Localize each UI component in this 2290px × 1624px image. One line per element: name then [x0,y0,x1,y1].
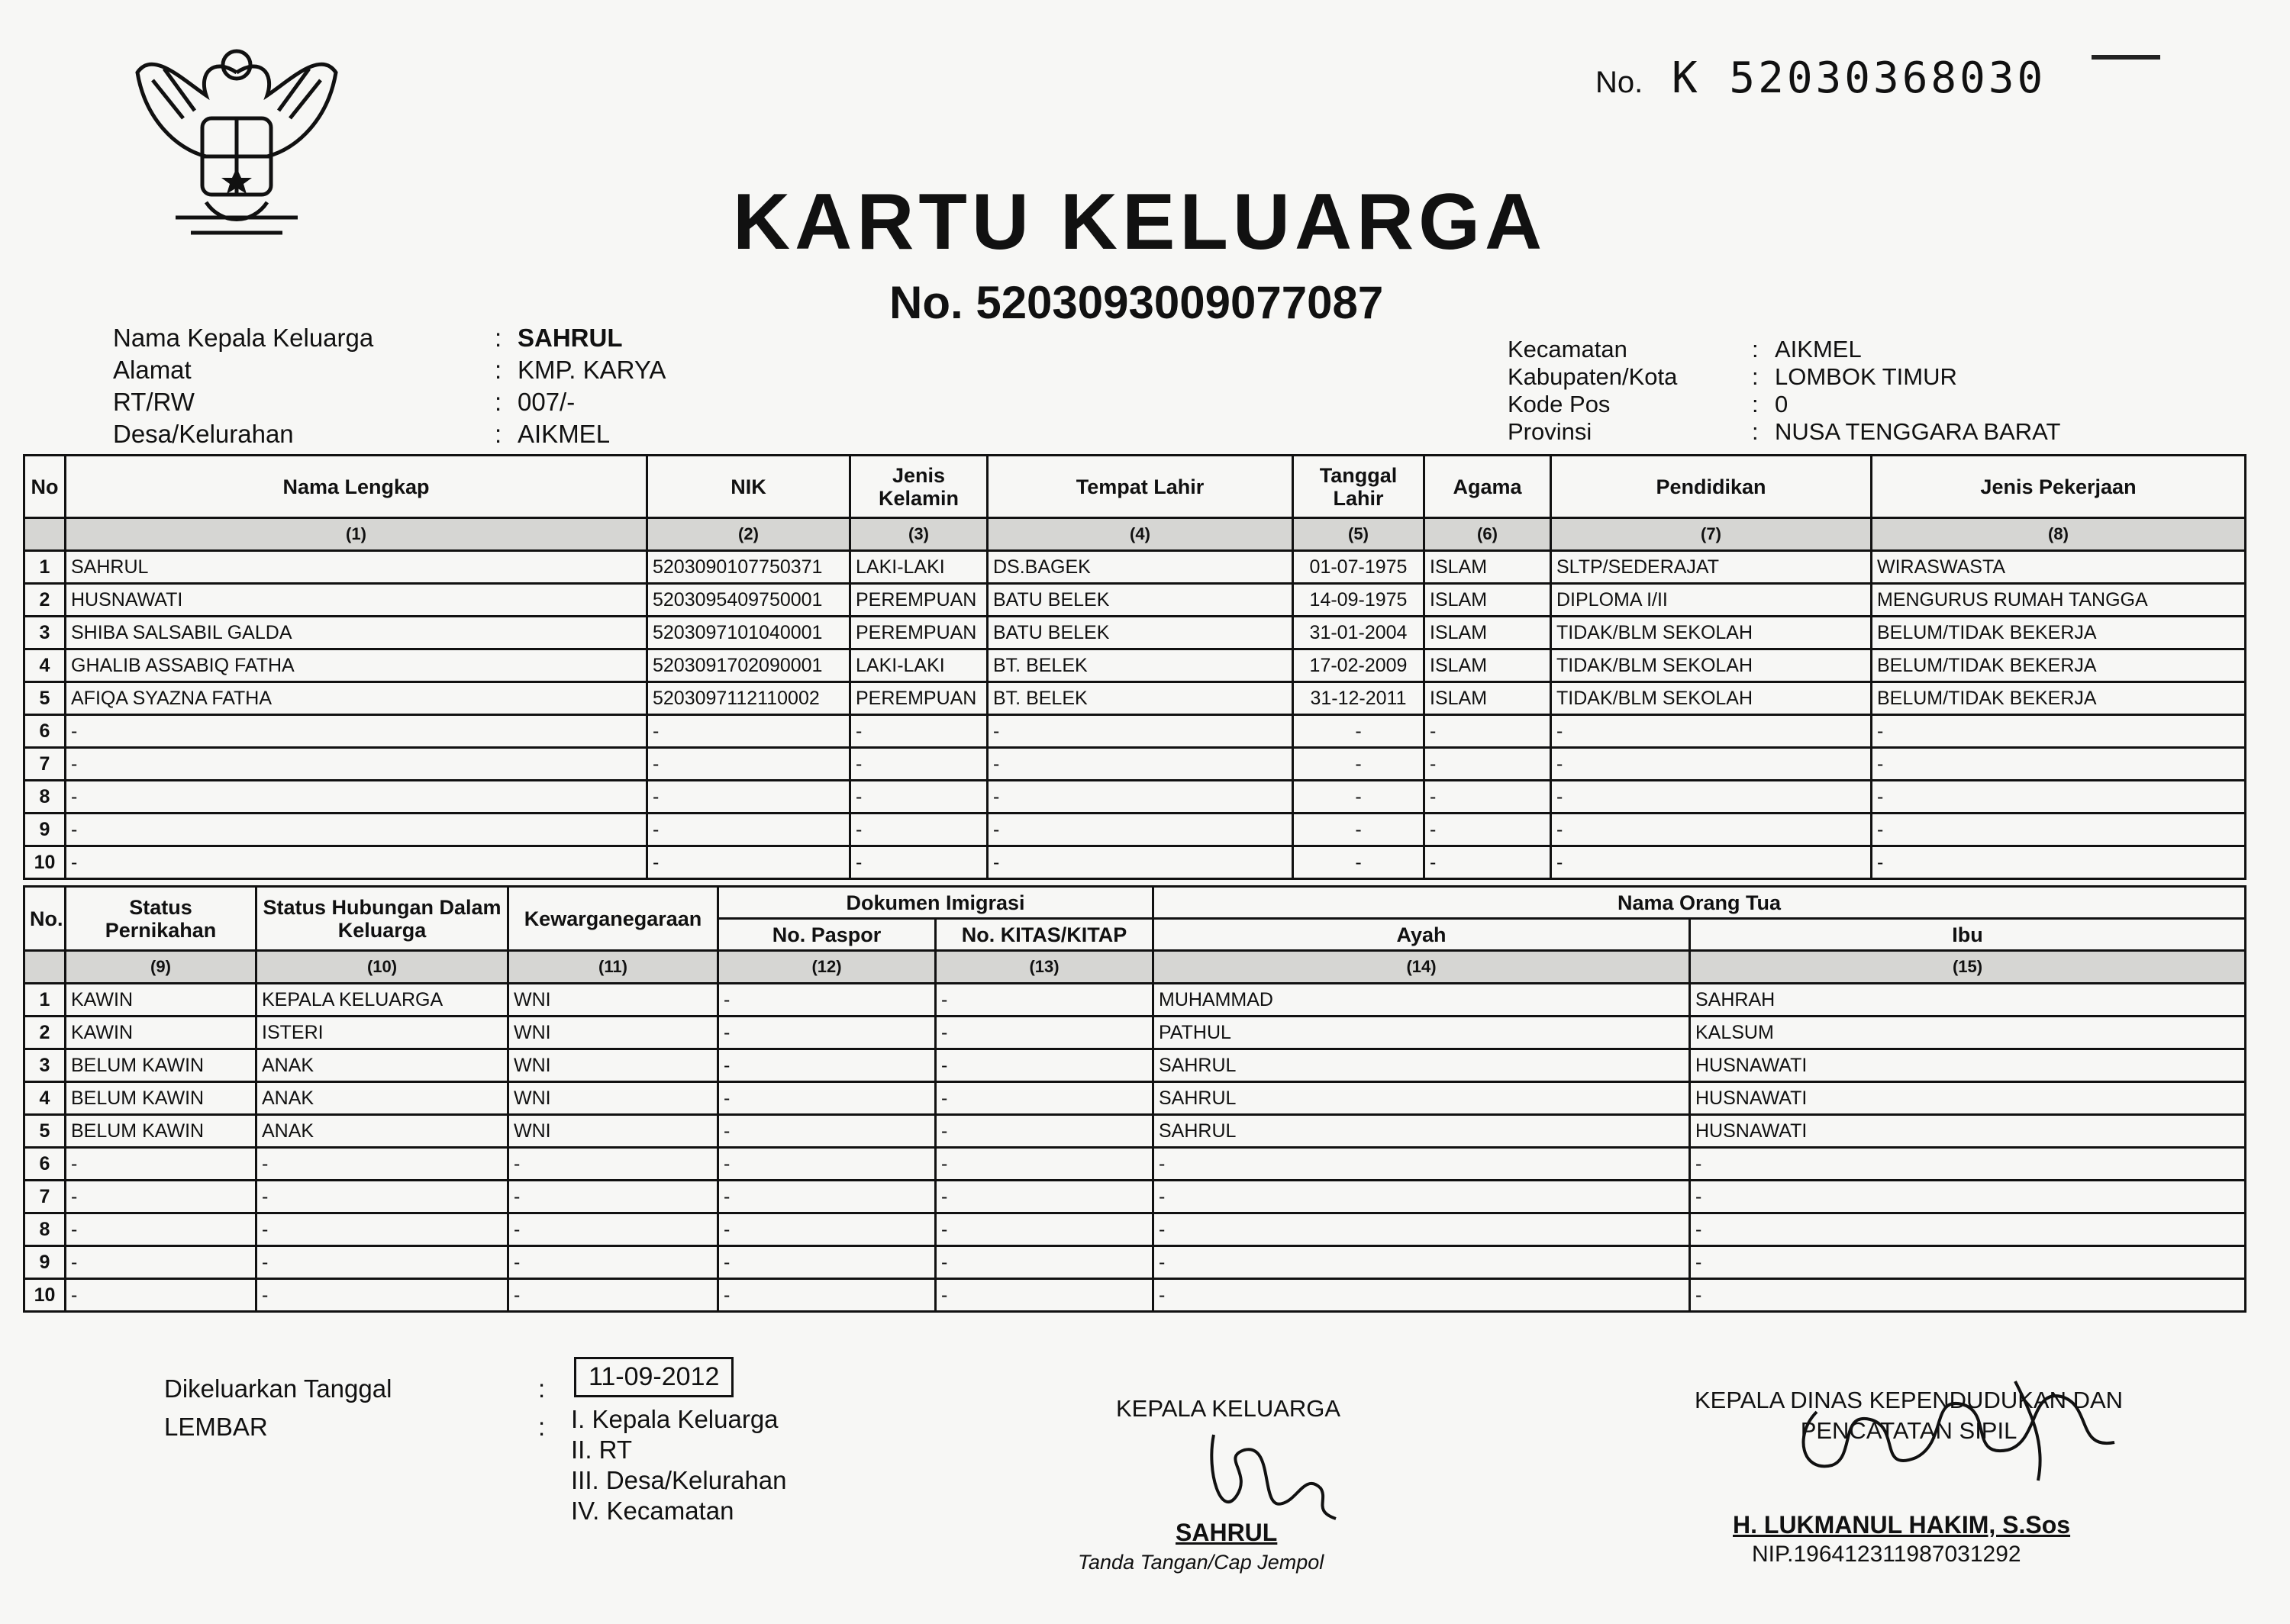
cell-agama: ISLAM [1424,649,1551,682]
table1-column-number-row [24,518,2246,551]
cell-ibu: - [1690,1213,2246,1246]
cell-no: 9 [24,814,66,846]
cell-no: 3 [24,617,66,649]
cell-nama-lengkap: SHIBA SALSABIL GALDA [66,617,647,649]
header-no: No [24,456,66,518]
cell-status-pernikahan: BELUM KAWIN [66,1115,256,1148]
cell-jenis-pekerjaan: BELUM/TIDAK BEKERJA [1872,682,2246,715]
header-tempat-lahir: Tempat Lahir [988,456,1293,518]
kodepos-value: 0 [1775,391,1788,417]
table-row [24,584,2246,617]
table-row [24,1246,2246,1279]
cell-status-pernikahan: - [66,1148,256,1181]
kecamatan-label: Kecamatan [1508,336,1627,362]
header-nama-orang-tua: Nama Orang Tua [1153,887,2246,919]
header-status-hubungan: Status Hubungan Dalam Keluarga [256,887,508,951]
cell-ayah: SAHRUL [1153,1082,1690,1115]
cell-no: 6 [24,715,66,748]
cell-no-kitas: - [936,1082,1153,1115]
table2-header-row-1 [24,887,2246,919]
cell-no-kitas: - [936,984,1153,1017]
cell-no-paspor: - [718,1049,936,1082]
cell-tanggal-lahir: - [1293,715,1424,748]
table2-column-number-row [24,951,2246,984]
kodepos-label: Kode Pos [1508,391,1611,417]
cell-no-paspor: - [718,984,936,1017]
cell-ayah: MUHAMMAD [1153,984,1690,1017]
cell-agama: - [1424,846,1551,879]
cell-nama-lengkap: HUSNAWATI [66,584,647,617]
cell-status-pernikahan: BELUM KAWIN [66,1082,256,1115]
cell-status-hubungan: ANAK [256,1115,508,1148]
cell-status-pernikahan: KAWIN [66,984,256,1017]
col-num: (5) [1293,518,1424,551]
header-status-pernikahan: Status Pernikahan [66,887,256,951]
cell-agama: - [1424,781,1551,814]
cell-tanggal-lahir: - [1293,846,1424,879]
colon: : [1752,363,1759,390]
cell-ibu: - [1690,1279,2246,1312]
cell-nik: - [647,846,850,879]
cell-ibu: HUSNAWATI [1690,1115,2246,1148]
cell-no: 1 [24,551,66,584]
cell-tanggal-lahir: - [1293,748,1424,781]
cell-nama-lengkap: - [66,715,647,748]
cell-jenis-kelamin: - [850,846,988,879]
head-of-family-signature [1191,1427,1343,1534]
col-num: (9) [66,951,256,984]
top-dash [2092,55,2160,60]
cell-no: 1 [24,984,66,1017]
cell-ibu: - [1690,1148,2246,1181]
cell-no: 3 [24,1049,66,1082]
cell-tanggal-lahir: 31-01-2004 [1293,617,1424,649]
table-row [24,1181,2246,1213]
header-jenis-pekerjaan: Jenis Pekerjaan [1872,456,2246,518]
cell-tanggal-lahir: 14-09-1975 [1293,584,1424,617]
cell-nik: - [647,748,850,781]
cell-tempat-lahir: - [988,781,1293,814]
cell-jenis-kelamin: - [850,781,988,814]
cell-nama-lengkap: AFIQA SYAZNA FATHA [66,682,647,715]
official-signature [1786,1366,2137,1496]
header-jenis-kelamin: Jenis Kelamin [850,456,988,518]
cell-kewarganegaraan: - [508,1246,718,1279]
cell-pendidikan: - [1551,748,1872,781]
cell-nik: - [647,781,850,814]
cell-pendidikan: DIPLOMA I/II [1551,584,1872,617]
header-pendidikan: Pendidikan [1551,456,1872,518]
cell-ibu: SAHRAH [1690,984,2246,1017]
col-num: (3) [850,518,988,551]
cell-pendidikan: - [1551,781,1872,814]
nama-kepala-value: SAHRUL [518,324,623,352]
family-members-table [23,454,2246,880]
kepala-keluarga-title: KEPALA KELUARGA [1116,1395,1341,1422]
registration-prefix: No. [1595,66,1643,99]
cell-tempat-lahir: BATU BELEK [988,584,1293,617]
colon: : [495,324,502,352]
cell-jenis-pekerjaan: - [1872,781,2246,814]
cell-kewarganegaraan: - [508,1213,718,1246]
cell-tempat-lahir: - [988,748,1293,781]
colon: : [495,356,502,384]
cell-pendidikan: - [1551,715,1872,748]
cell-ibu: KALSUM [1690,1017,2246,1049]
cell-jenis-pekerjaan: WIRASWASTA [1872,551,2246,584]
kecamatan-value: AIKMEL [1775,336,1862,362]
cell-no: 8 [24,781,66,814]
desa-value: AIKMEL [518,420,611,448]
cell-status-hubungan: ISTERI [256,1017,508,1049]
cell-kewarganegaraan: WNI [508,1115,718,1148]
table-row [24,682,2246,715]
cell-status-hubungan: KEPALA KELUARGA [256,984,508,1017]
cell-no-kitas: - [936,1017,1153,1049]
cell-ayah: - [1153,1213,1690,1246]
col-num: (1) [66,518,647,551]
kepala-dinas-nip: NIP.196412311987031292 [1752,1542,2021,1567]
cell-status-hubungan: - [256,1181,508,1213]
cell-no-paspor: - [718,1082,936,1115]
cell-no-paspor: - [718,1148,936,1181]
cell-nama-lengkap: - [66,846,647,879]
cell-jenis-kelamin: - [850,715,988,748]
cell-jenis-kelamin: LAKI-LAKI [850,551,988,584]
cell-agama: ISLAM [1424,617,1551,649]
cell-ibu: HUSNAWATI [1690,1049,2246,1082]
table-row [24,1017,2246,1049]
cell-status-hubungan: ANAK [256,1082,508,1115]
registration-number [1595,53,2046,103]
cell-no: 6 [24,1148,66,1181]
cell-jenis-pekerjaan: - [1872,748,2246,781]
lembar-list [571,1404,787,1526]
cell-jenis-kelamin: LAKI-LAKI [850,649,988,682]
cell-agama: - [1424,715,1551,748]
cell-no-paspor: - [718,1115,936,1148]
cell-no-paspor: - [718,1279,936,1312]
cell-nik: 5203097112110002 [647,682,850,715]
nama-kepala-label: Nama Kepala Keluarga [113,324,374,352]
cell-kewarganegaraan: WNI [508,1049,718,1082]
cell-nik: - [647,715,850,748]
colon: : [1752,418,1759,445]
cell-agama: - [1424,748,1551,781]
cell-no: 4 [24,649,66,682]
colon: : [495,388,502,416]
cell-no-paspor: - [718,1246,936,1279]
header-no-paspor: No. Paspor [718,919,936,951]
table-row [24,781,2246,814]
cell-tempat-lahir: DS.BAGEK [988,551,1293,584]
cell-no-kitas: - [936,1115,1153,1148]
cell-nama-lengkap: - [66,748,647,781]
cell-tempat-lahir: - [988,814,1293,846]
cell-no: 10 [24,846,66,879]
header-no-kitas: No. KITAS/KITAP [936,919,1153,951]
cell-no: 7 [24,748,66,781]
cell-nik: 5203090107750371 [647,551,850,584]
lembar-item: II. RT [571,1436,633,1464]
header-agama: Agama [1424,456,1551,518]
cell-status-pernikahan: KAWIN [66,1017,256,1049]
garuda-emblem [122,27,351,256]
cell-ayah: - [1153,1148,1690,1181]
table-row [24,984,2246,1017]
header-ayah: Ayah [1153,919,1690,951]
cell-jenis-pekerjaan: - [1872,715,2246,748]
lembar-item: III. Desa/Kelurahan [571,1466,787,1494]
cell-status-pernikahan: BELUM KAWIN [66,1049,256,1082]
table-row [24,1049,2246,1082]
kepala-dinas-title-line2: PENCATATAN SIPIL [1800,1417,2017,1444]
colon: : [1752,391,1759,417]
col-num: (7) [1551,518,1872,551]
cell-jenis-kelamin: PEREMPUAN [850,617,988,649]
cell-ibu: HUSNAWATI [1690,1082,2246,1115]
head-info-right [1508,336,2060,446]
cell-nama-lengkap: - [66,781,647,814]
cell-ayah: PATHUL [1153,1017,1690,1049]
colon: : [495,420,502,448]
cell-agama: ISLAM [1424,682,1551,715]
cell-status-pernikahan: - [66,1213,256,1246]
cell-jenis-pekerjaan: MENGURUS RUMAH TANGGA [1872,584,2246,617]
cell-jenis-pekerjaan: - [1872,846,2246,879]
family-status-table [23,885,2246,1313]
cell-status-hubungan: - [256,1246,508,1279]
cell-no-kitas: - [936,1181,1153,1213]
cell-kewarganegaraan: - [508,1148,718,1181]
rtrw-label: RT/RW [113,388,195,416]
col-num: (10) [256,951,508,984]
table-row [24,1115,2246,1148]
cell-tanggal-lahir: - [1293,781,1424,814]
lembar-item: IV. Kecamatan [571,1497,734,1525]
lembar-item: I. Kepala Keluarga [571,1405,779,1433]
cell-no: 5 [24,682,66,715]
cell-pendidikan: TIDAK/BLM SEKOLAH [1551,649,1872,682]
cell-ibu: - [1690,1246,2246,1279]
table1-header-row [24,456,2246,518]
cell-no-kitas: - [936,1213,1153,1246]
cell-no-paspor: - [718,1213,936,1246]
cell-no: 4 [24,1082,66,1115]
table-row [24,617,2246,649]
provinsi-label: Provinsi [1508,418,1592,445]
table-row [24,846,2246,879]
cell-kewarganegaraan: WNI [508,984,718,1017]
col-num: (15) [1690,951,2246,984]
cell-pendidikan: TIDAK/BLM SEKOLAH [1551,617,1872,649]
cell-jenis-kelamin: - [850,748,988,781]
cell-jenis-kelamin: - [850,814,988,846]
cell-nama-lengkap: GHALIB ASSABIQ FATHA [66,649,647,682]
kepala-dinas-name: H. LUKMANUL HAKIM, S.Sos [1733,1511,2071,1539]
cell-status-pernikahan: - [66,1246,256,1279]
col-num-blank [24,951,66,984]
col-num: (13) [936,951,1153,984]
kabupaten-label: Kabupaten/Kota [1508,363,1678,390]
header-no: No. [24,887,66,951]
cell-no-kitas: - [936,1148,1153,1181]
table-row [24,1082,2246,1115]
cell-nama-lengkap: - [66,814,647,846]
issued-date: 11-09-2012 [574,1357,734,1397]
cell-jenis-pekerjaan: - [1872,814,2246,846]
cell-kewarganegaraan: WNI [508,1082,718,1115]
col-num: (14) [1153,951,1690,984]
cell-tanggal-lahir: 01-07-1975 [1293,551,1424,584]
cell-agama: ISLAM [1424,551,1551,584]
table-row [24,551,2246,584]
kabupaten-value: LOMBOK TIMUR [1775,363,1957,390]
cell-pendidikan: - [1551,846,1872,879]
cell-no-paspor: - [718,1017,936,1049]
cell-no-kitas: - [936,1049,1153,1082]
header-nama-lengkap: Nama Lengkap [66,456,647,518]
kepala-dinas-title-line1: KEPALA DINAS KEPENDUDUKAN DAN [1695,1387,2124,1413]
cell-nama-lengkap: SAHRUL [66,551,647,584]
col-num: (12) [718,951,936,984]
cell-pendidikan: TIDAK/BLM SEKOLAH [1551,682,1872,715]
header-ibu: Ibu [1690,919,2246,951]
table-row [24,649,2246,682]
table-row [24,814,2246,846]
cell-tempat-lahir: BATU BELEK [988,617,1293,649]
cell-pendidikan: SLTP/SEDERAJAT [1551,551,1872,584]
cell-jenis-pekerjaan: BELUM/TIDAK BEKERJA [1872,649,2246,682]
cell-tempat-lahir: BT. BELEK [988,649,1293,682]
cell-no: 2 [24,584,66,617]
cell-ayah: SAHRUL [1153,1049,1690,1082]
cell-no-kitas: - [936,1279,1153,1312]
col-num: (4) [988,518,1293,551]
col-num: (2) [647,518,850,551]
cell-jenis-pekerjaan: BELUM/TIDAK BEKERJA [1872,617,2246,649]
table-row [24,1148,2246,1181]
cell-status-hubungan: - [256,1213,508,1246]
cell-ibu: - [1690,1181,2246,1213]
header-tanggal-lahir: Tanggal Lahir [1293,456,1424,518]
cell-no: 7 [24,1181,66,1213]
lembar-colon: : [538,1413,546,1441]
table-row [24,1279,2246,1312]
kepala-keluarga-caption: Tanda Tangan/Cap Jempol [1078,1551,1324,1574]
cell-ayah: SAHRUL [1153,1115,1690,1148]
cell-no: 10 [24,1279,66,1312]
rtrw-value: 007/- [518,388,576,416]
issued-colon: : [538,1374,546,1403]
cell-tanggal-lahir: 31-12-2011 [1293,682,1424,715]
cell-tempat-lahir: - [988,715,1293,748]
provinsi-value: NUSA TENGGARA BARAT [1775,418,2061,445]
registration-value: K 52030368030 [1671,53,2046,103]
header-kewarganegaraan: Kewarganegaraan [508,887,718,951]
cell-status-hubungan: - [256,1148,508,1181]
cell-no: 2 [24,1017,66,1049]
cell-ayah: - [1153,1279,1690,1312]
cell-no: 9 [24,1246,66,1279]
cell-no-paspor: - [718,1181,936,1213]
colon: : [1752,336,1759,362]
page-title: KARTU KELUARGA [733,178,1547,266]
cell-nik: - [647,814,850,846]
cell-agama: ISLAM [1424,584,1551,617]
col-num: (11) [508,951,718,984]
cell-ayah: - [1153,1246,1690,1279]
table-row [24,748,2246,781]
cell-kewarganegaraan: WNI [508,1017,718,1049]
cell-nik: 5203095409750001 [647,584,850,617]
cell-status-hubungan: ANAK [256,1049,508,1082]
issued-block [164,1374,545,1442]
col-num: (6) [1424,518,1551,551]
table-row [24,1213,2246,1246]
cell-kewarganegaraan: - [508,1279,718,1312]
alamat-value: KMP. KARYA [518,356,666,384]
cell-status-hubungan: - [256,1279,508,1312]
cell-pendidikan: - [1551,814,1872,846]
cell-no-kitas: - [936,1246,1153,1279]
col-num-blank [24,518,66,551]
cell-jenis-kelamin: PEREMPUAN [850,682,988,715]
cell-no: 8 [24,1213,66,1246]
alamat-label: Alamat [113,356,192,384]
kepala-keluarga-name: SAHRUL [1176,1519,1278,1546]
cell-status-pernikahan: - [66,1181,256,1213]
issued-label: Dikeluarkan Tanggal [164,1374,392,1403]
cell-tempat-lahir: BT. BELEK [988,682,1293,715]
cell-tanggal-lahir: 17-02-2009 [1293,649,1424,682]
header-nik: NIK [647,456,850,518]
col-num: (8) [1872,518,2246,551]
cell-nik: 5203091702090001 [647,649,850,682]
cell-agama: - [1424,814,1551,846]
cell-nik: 5203097101040001 [647,617,850,649]
desa-label: Desa/Kelurahan [113,420,294,448]
lembar-label: LEMBAR [164,1413,268,1441]
cell-no: 5 [24,1115,66,1148]
cell-tanggal-lahir: - [1293,814,1424,846]
head-info-left [113,322,666,450]
header-dokumen-imigrasi: Dokumen Imigrasi [718,887,1153,919]
kk-number: No. 5203093009077087 [889,277,1384,328]
cell-status-pernikahan: - [66,1279,256,1312]
cell-jenis-kelamin: PEREMPUAN [850,584,988,617]
cell-tempat-lahir: - [988,846,1293,879]
cell-ayah: - [1153,1181,1690,1213]
table-row [24,715,2246,748]
cell-kewarganegaraan: - [508,1181,718,1213]
